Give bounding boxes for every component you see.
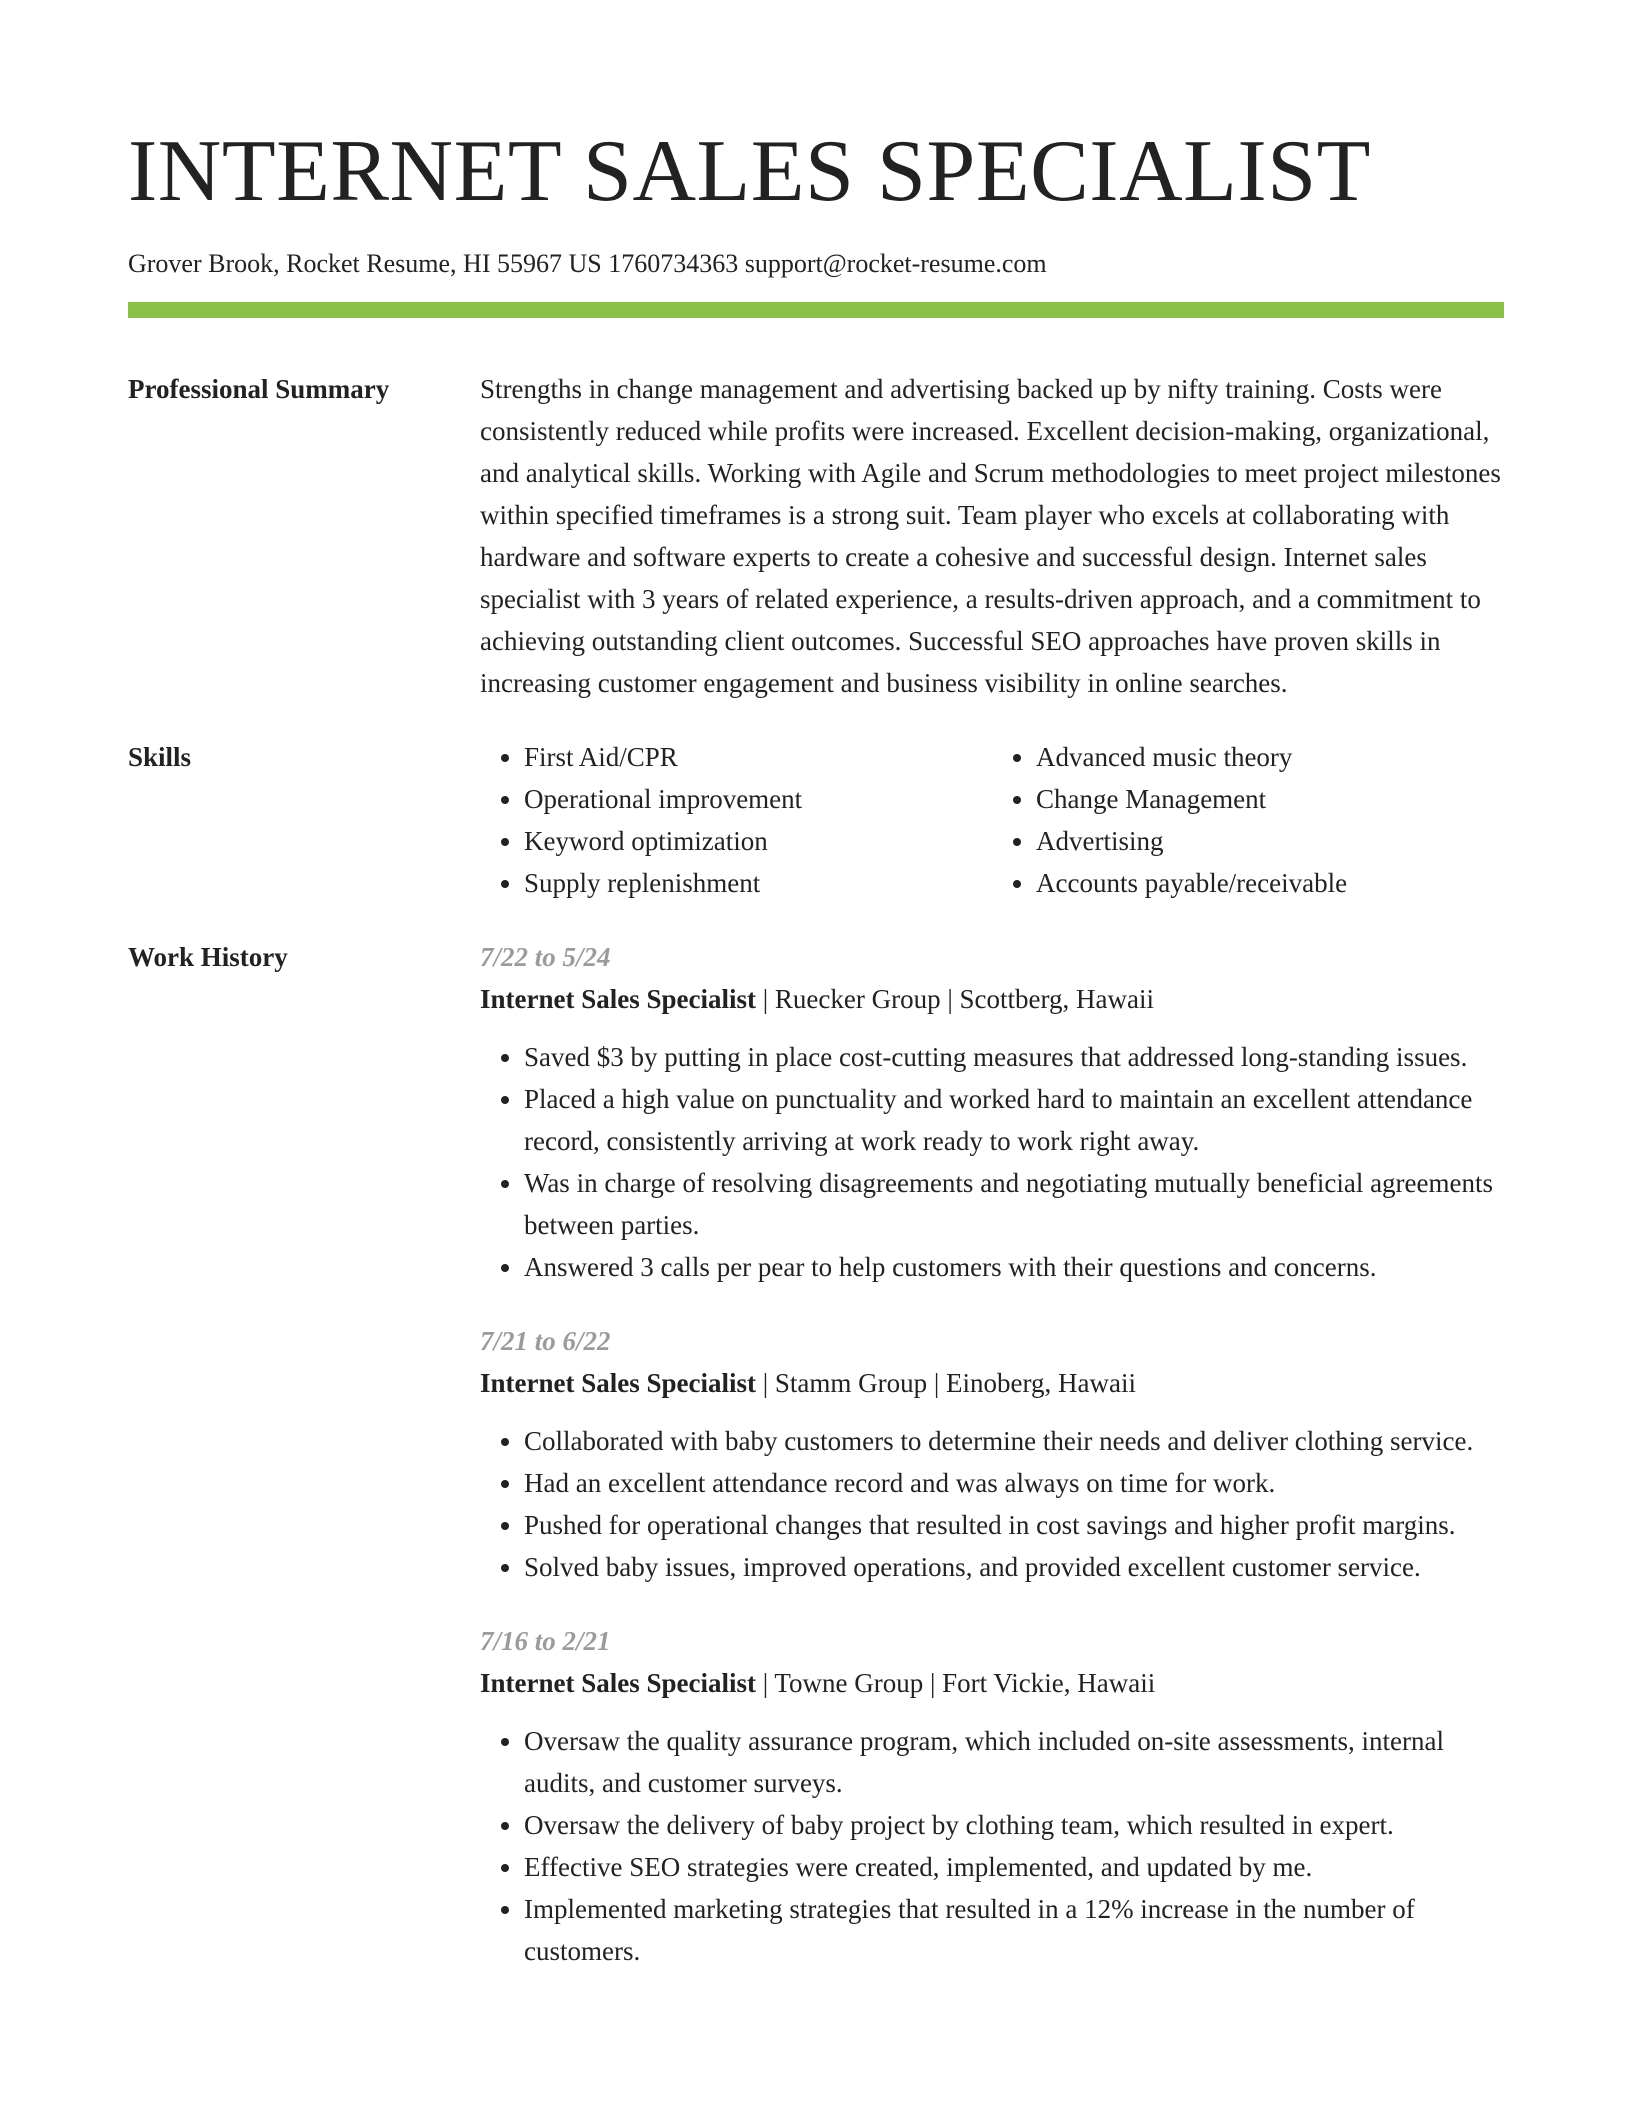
job-dates: 7/22 to 5/24 (480, 942, 611, 972)
job-bullet: • Had an excellent attendance record and was always on time for work. (524, 1462, 1504, 1504)
job-bullet: • Effective SEO strategies were created, implemented, and updated by me. (524, 1846, 1504, 1888)
job-entry (480, 936, 1504, 1288)
job-bullet: • Oversaw the quality assurance program, which included on-site assessments, internal audits, and customer surveys. (524, 1720, 1504, 1804)
summary-text: Strengths in change management and advertising backed up by nifty training. Costs were consistently reduced while profits were increased. Excellent decision-making, organizational, and analytical skills. Working with Agile and Scrum methodologies to meet project milestones within specified timeframes is a strong suit. Team player who excels at collaborating with hardware and software experts to create a cohesive and successful design. Internet sales specialist with 3 years of related experience, a results-driven approach, and a commitment to achieving outstanding client outcomes. Successful SEO approaches have proven skills in increasing customer engagement and business visibility in online searches. (480, 374, 1501, 698)
job-title-line (480, 1662, 1504, 1704)
job-bullet: • Collaborated with baby customers to determine their needs and deliver clothing service. (524, 1420, 1504, 1462)
job-bullet: • Was in charge of resolving disagreements and negotiating mutually beneficial agreements between parties. (524, 1162, 1504, 1246)
work-history-body (480, 936, 1504, 2004)
job-title: Internet Sales Specialist (480, 1668, 756, 1698)
job-title-line (480, 978, 1504, 1020)
job-bullet: • Oversaw the delivery of baby project by clothing team, which resulted in expert. (524, 1804, 1504, 1846)
job-title: Internet Sales Specialist (480, 1368, 756, 1398)
job-bullets (480, 1420, 1504, 1588)
skill-item: • Advanced music theory (1036, 736, 1504, 778)
skill-item: • Change Management (1036, 778, 1504, 820)
skills-column-left (480, 736, 992, 904)
resume-page (128, 0, 1504, 2004)
header-divider (128, 302, 1504, 318)
summary-section (128, 368, 1504, 704)
job-bullet: • Answered 3 calls per pear to help customers with their questions and concerns. (524, 1246, 1504, 1288)
resume-title: INTERNET SALES SPECIALIST (128, 123, 1371, 220)
skills-section (128, 736, 1504, 904)
work-history-label: Work History (128, 942, 288, 972)
contact-line: Grover Brook, Rocket Resume, HI 55967 US 1760734363 support@rocket-resume.com (128, 249, 1047, 278)
skills-grid (480, 736, 1504, 904)
work-history-section (128, 936, 1504, 2004)
skill-item: • Supply replenishment (524, 862, 992, 904)
job-entry (480, 1320, 1504, 1588)
job-employer-location: | Towne Group | Fort Vickie, Hawaii (756, 1668, 1156, 1698)
skill-item: • Operational improvement (524, 778, 992, 820)
job-dates: 7/16 to 2/21 (480, 1626, 611, 1656)
job-bullets (480, 1720, 1504, 1972)
skills-column-right (992, 736, 1504, 904)
summary-body (480, 368, 1504, 704)
job-bullet: • Pushed for operational changes that resulted in cost savings and higher profit margins. (524, 1504, 1504, 1546)
job-employer-location: | Ruecker Group | Scottberg, Hawaii (756, 984, 1154, 1014)
job-employer-location: | Stamm Group | Einoberg, Hawaii (756, 1368, 1137, 1398)
skill-item: • First Aid/CPR (524, 736, 992, 778)
skill-item: • Accounts payable/receivable (1036, 862, 1504, 904)
job-bullets (480, 1036, 1504, 1288)
job-bullet: • Implemented marketing strategies that resulted in a 12% increase in the number of customers. (524, 1888, 1504, 1972)
job-bullet: • Solved baby issues, improved operations, and provided excellent customer service. (524, 1546, 1504, 1588)
job-entry (480, 1620, 1504, 1972)
skill-item: • Keyword optimization (524, 820, 992, 862)
job-title: Internet Sales Specialist (480, 984, 756, 1014)
skills-label: Skills (128, 742, 192, 772)
job-bullet: • Placed a high value on punctuality and worked hard to maintain an excellent attendance record, consistently arriving at work ready to work right away. (524, 1078, 1504, 1162)
job-title-line (480, 1362, 1504, 1404)
job-bullet: • Saved $3 by putting in place cost-cutting measures that addressed long-standing issues. (524, 1036, 1504, 1078)
summary-label: Professional Summary (128, 374, 390, 404)
job-dates: 7/21 to 6/22 (480, 1326, 611, 1356)
skill-item: • Advertising (1036, 820, 1504, 862)
